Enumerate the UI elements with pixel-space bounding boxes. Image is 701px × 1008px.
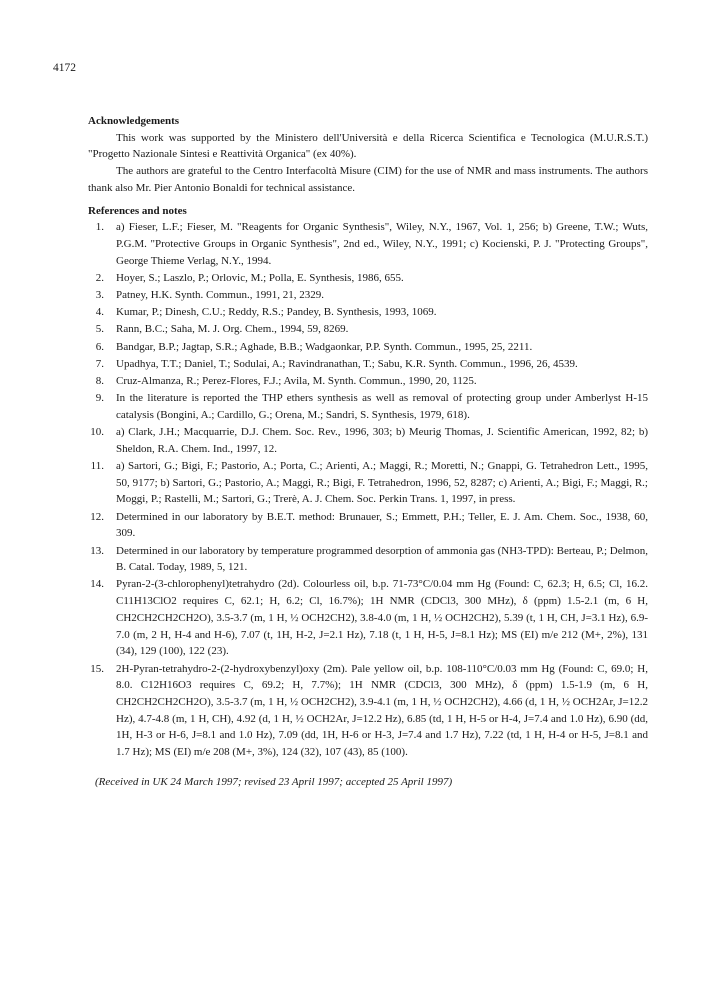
- reference-text: a) Sartori, G.; Bigi, F.; Pastorio, A.; Porta, C.; Arienti, A.; Maggi, R.; Moretti, N.; Gnappi, G. Tetrahedron Lett., 1995, 50, 9177; b) Sartori, G.; Pastorio, A.; Maggi, R.; Bigi, F. Tetrahedron, 1996, 52, 8287; c) Arienti, A.; Bigi, F.; Maggi, R.; Moggi, P.; Rastelli, M.; Sartori, G.; Trerè, A. J. Chem. Soc. Perkin Trans. 1, 1997, in press.: [116, 460, 648, 506]
- reference-list: [88, 219, 648, 761]
- reference-text: Rann, B.C.; Saha, M. J. Org. Chem., 1994, 59, 8269.: [116, 323, 349, 336]
- reference-item: [88, 304, 648, 321]
- reference-number: 9.: [95, 392, 104, 405]
- acknowledgement-paragraph: The authors are grateful to the Centro Interfacoltà Misure (CIM) for the use of NMR and mass instruments. The authors thank also Mr. Pier Antonio Bonaldi for technical assistance.: [88, 165, 648, 194]
- page-number: 4172: [53, 62, 76, 74]
- reference-number: 5.: [95, 323, 104, 336]
- acknowledgements-heading: Acknowledgements: [88, 115, 180, 127]
- reference-text: Determined in our laboratory by temperature programmed desorption of ammonia gas (NH3-TPD): Berteau, P.; Delmon, B. Catal. Today, 1989, 5, 121.: [116, 544, 648, 574]
- reference-text: Determined in our laboratory by B.E.T. method: Brunauer, S.; Emmett, P.H.; Teller, E. J. Am. Chem. Soc., 1938, 60, 309.: [116, 510, 648, 540]
- acknowledgement-paragraph: This work was supported by the Ministero dell'Università e della Ricerca Scientifica e Tecnologica (M.U.R.S.T.) "Progetto Nazionale Sintesi e Reattività Organica" (ex 40%).: [88, 131, 648, 161]
- reference-item: [88, 270, 648, 287]
- acknowledgements-section: [88, 113, 648, 197]
- reference-item: [88, 543, 648, 576]
- reference-item: [88, 576, 648, 660]
- reference-number: 1.: [95, 221, 104, 234]
- reference-item: [88, 356, 648, 373]
- reference-item: [88, 219, 648, 269]
- reference-item: [88, 390, 648, 423]
- reference-text: Bandgar, B.P.; Jagtap, S.R.; Aghade, B.B.; Wadgaonkar, P.P. Synth. Commun., 1995, 25, 2211.: [116, 340, 533, 353]
- reference-item: [88, 509, 648, 542]
- reference-item: [88, 287, 648, 304]
- reference-text: Upadhya, T.T.; Daniel, T.; Sodulai, A.; Ravindranathan, T.; Sabu, K.R. Synth. Commun., 1996, 26, 4539.: [116, 357, 578, 370]
- reference-number: 6.: [95, 340, 104, 353]
- reference-item: [88, 424, 648, 457]
- reference-item: [88, 321, 648, 338]
- reference-number: 2.: [95, 271, 104, 284]
- references-section: [88, 203, 648, 761]
- reference-number: 13.: [90, 544, 104, 557]
- reference-text: Patney, H.K. Synth. Commun., 1991, 21, 2329.: [116, 289, 324, 302]
- reference-text: Hoyer, S.; Laszlo, P.; Orlovic, M.; Polla, E. Synthesis, 1986, 655.: [116, 271, 404, 284]
- reference-number: 8.: [95, 375, 104, 388]
- reference-item: [88, 458, 648, 508]
- reference-text: Kumar, P.; Dinesh, C.U.; Reddy, R.S.; Pandey, B. Synthesis, 1993, 1069.: [116, 306, 437, 319]
- reference-number: 4.: [95, 306, 104, 319]
- reference-item: [88, 661, 648, 761]
- reference-number: 11.: [90, 460, 104, 473]
- reference-number: 3.: [95, 289, 104, 302]
- reference-number: 7.: [95, 357, 104, 370]
- reference-number: 15.: [90, 662, 104, 675]
- reference-item: [88, 339, 648, 356]
- reference-number: 10.: [90, 426, 104, 439]
- paper-body: [88, 113, 648, 790]
- references-heading: References and notes: [88, 204, 187, 217]
- received-note: (Received in UK 24 March 1997; revised 23 April 1997; accepted 25 April 1997): [95, 775, 453, 788]
- reference-text: 2H-Pyran-tetrahydro-2-(2-hydroxybenzyl)oxy (2m). Pale yellow oil, b.p. 108-110°C/0.03 mm Hg (Found: C, 69.0; H, 8.0. C12H16O3 requires C, 69.2; H, 7.7%); 1H NMR (CDCl3, 300 MHz), δ (ppm) 1.5-1.9 (m, 6 H, CH2CH2CH2CH2O), 3.5-3.7 (m, 1 H, ½ OCH2CH2), 3.9-4.1 (m, 1 H, ½ OCH2CH2), 4.66 (d, 1 H, ½ OCH2Ar, J=12.2 Hz), 4.7-4.8 (m, 1 H, CH), 4.92 (d, 1 H, ½ OCH2Ar, J=12.2 Hz), 6.85 (td, 1 H, H-5 or H-4, J=7.4 and 1.0 Hz), 6.90 (dd, 1H, H-3 or H-6, J=8.1 and 1.0 Hz), 7.09 (dd, 1H, H-6 or H-3, J=7.4 and 1.7 Hz), 7.22 (td, 1 H, H-4 or H-5, J=8.1 and 1.7 Hz); MS (EI) m/e 208 (M+, 3%), 124 (32), 107 (43), 85 (100).: [116, 662, 648, 759]
- reference-text: a) Fieser, L.F.; Fieser, M. "Reagents for Organic Synthesis", Wiley, N.Y., 1967, Vol. 1, 256; b) Greene, T.W.; Wuts, P.G.M. "Protective Groups in Organic Synthesis", 2nd ed., Wiley, N.Y., 1991; c) Kocienski, P. J. "Protecting Groups", George Thieme Verlag, N.Y., 1994.: [116, 221, 648, 267]
- reference-number: 14.: [90, 578, 104, 591]
- reference-text: a) Clark, J.H.; Macquarrie, D.J. Chem. Soc. Rev., 1996, 303; b) Meurig Thomas, J. Scientific American, 1992, 82; b) Sheldon, R.A. Chem. Ind., 1997, 12.: [116, 426, 648, 455]
- reference-text: Cruz-Almanza, R.; Perez-Flores, F.J.; Avila, M. Synth. Commun., 1990, 20, 1125.: [116, 375, 477, 388]
- reference-item: [88, 373, 648, 390]
- reference-number: 12.: [90, 510, 104, 523]
- reference-text: In the literature is reported the THP ethers synthesis as well as removal of protecting group under Amberlyst H-15 catalysis (Bongini, A.; Cardillo, G.; Orena, M.; Sandri, S. Synthesis, 1979, 618).: [116, 392, 648, 421]
- reference-text: Pyran-2-(3-chlorophenyl)tetrahydro (2d). Colourless oil, b.p. 71-73°C/0.04 mm Hg (Found: C, 62.3; H, 6.5; Cl, 16.2. C11H13ClO2 requires C, 62.1; H, 6.2; Cl, 16.7%); 1H NMR (CDCl3, 300 MHz), δ (ppm) 1.5-2.1 (m, 6 H, CH2CH2CH2CH2O), 3.5-3.7 (m, 1 H, ½ OCH2CH2), 3.8-4.0 (m, 1 H, ½ OCH2CH2), 5.39 (t, 1 H, CH, J=3.1 Hz), 6.9-7.0 (m, 2 H, H-4 and H-6), 7.07 (t, 1H, H-2, J=2.1 Hz), 7.18 (t, 1 H, H-5, J=8.1 Hz); MS (EI) m/e 212 (M+, 2%), 131 (34), 129 (100), 122 (23).: [116, 578, 648, 658]
